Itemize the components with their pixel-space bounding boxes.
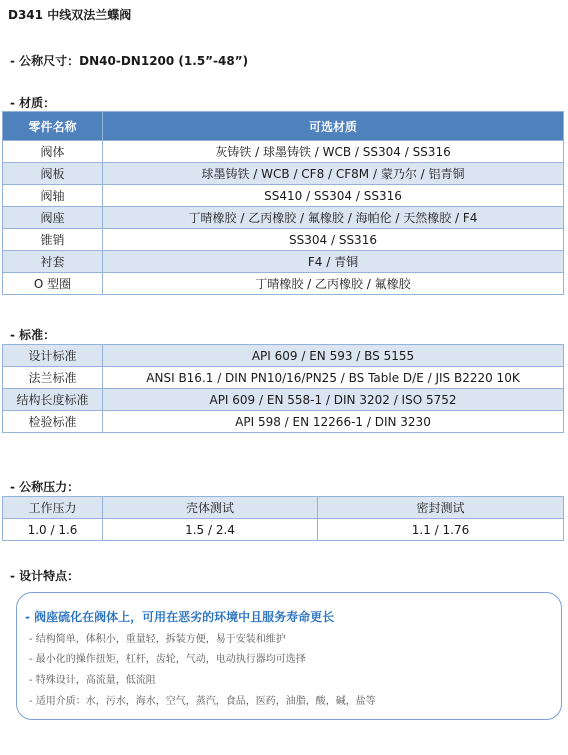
standard-value-cell: API 609 / EN 558-1 / DIN 3202 / ISO 5752 bbox=[103, 389, 564, 411]
standard-name-cell: 结构长度标准 bbox=[3, 389, 103, 411]
part-name-cell: O 型圈 bbox=[3, 273, 103, 295]
standards-heading: - 标准： bbox=[10, 328, 56, 342]
material-cell: 丁晴橡胶 / 乙丙橡胶 / 氟橡胶 / 海帕伦 / 天然橡胶 / F4 bbox=[103, 207, 564, 229]
standard-name-cell: 检验标准 bbox=[3, 411, 103, 433]
table-row bbox=[3, 207, 564, 229]
standards-table bbox=[2, 344, 564, 433]
part-name-cell: 阀体 bbox=[3, 141, 103, 163]
table-row bbox=[3, 389, 564, 411]
standard-value-cell: API 609 / EN 593 / BS 5155 bbox=[103, 345, 564, 367]
features-heading: - 设计特点： bbox=[10, 569, 80, 583]
standard-name-cell: 设计标准 bbox=[3, 345, 103, 367]
seal-test-value: 1.1 / 1.76 bbox=[318, 519, 564, 541]
features-headline: - 阀座硫化在阀体上，可用在恶劣的环境中且服务寿命更长 bbox=[25, 610, 335, 624]
material-heading: - 材质： bbox=[10, 96, 56, 110]
table-row bbox=[3, 141, 564, 163]
nominal-size-heading: - 公称尺寸：DN40-DN1200 (1.5”-48”) bbox=[10, 54, 249, 68]
feature-item: - 最小化的操作扭矩，杠杆，齿轮，气动，电动执行器均可选择 bbox=[29, 654, 306, 665]
part-name-cell: 衬套 bbox=[3, 251, 103, 273]
pressure-table-header bbox=[3, 497, 564, 519]
column-header-shell-test: 壳体测试 bbox=[103, 497, 318, 519]
standard-value-cell: ANSI B16.1 / DIN PN10/16/PN25 / BS Table D/E / JIS B2220 10K bbox=[103, 367, 564, 389]
table-row bbox=[3, 251, 564, 273]
feature-item: - 适用介质：水，污水，海水，空气，蒸汽，食品，医药，油脂，酸，碱，盐等 bbox=[29, 696, 376, 707]
material-cell: SS304 / SS316 bbox=[103, 229, 564, 251]
table-row bbox=[3, 519, 564, 541]
part-name-cell: 阀座 bbox=[3, 207, 103, 229]
standard-name-cell: 法兰标准 bbox=[3, 367, 103, 389]
material-cell: 灰铸铁 / 球墨铸铁 / WCB / SS304 / SS316 bbox=[103, 141, 564, 163]
material-cell: F4 / 青铜 bbox=[103, 251, 564, 273]
table-row bbox=[3, 273, 564, 295]
table-row bbox=[3, 229, 564, 251]
table-row bbox=[3, 345, 564, 367]
table-row bbox=[3, 163, 564, 185]
material-cell: SS410 / SS304 / SS316 bbox=[103, 185, 564, 207]
pressure-heading: - 公称压力： bbox=[10, 480, 80, 494]
part-name-cell: 锥销 bbox=[3, 229, 103, 251]
feature-item: - 特殊设计，高流量，低流阻 bbox=[29, 675, 156, 686]
shell-test-value: 1.5 / 2.4 bbox=[103, 519, 318, 541]
column-header-seal-test: 密封测试 bbox=[318, 497, 564, 519]
part-name-cell: 阀板 bbox=[3, 163, 103, 185]
table-row bbox=[3, 411, 564, 433]
design-features-box bbox=[16, 592, 562, 720]
column-header-material: 可选材质 bbox=[103, 112, 564, 141]
material-cell: 球墨铸铁 / WCB / CF8 / CF8M / 蒙乃尔 / 铝青铜 bbox=[103, 163, 564, 185]
table-row bbox=[3, 185, 564, 207]
pressure-table bbox=[2, 496, 564, 541]
material-table bbox=[2, 111, 564, 295]
working-pressure-value: 1.0 / 1.6 bbox=[3, 519, 103, 541]
feature-item: - 结构简单，体积小，重量轻，拆装方便，易于安装和维护 bbox=[29, 634, 286, 645]
material-cell: 丁晴橡胶 / 乙丙橡胶 / 氟橡胶 bbox=[103, 273, 564, 295]
column-header-working-pressure: 工作压力 bbox=[3, 497, 103, 519]
page-title: D341 中线双法兰蝶阀 bbox=[8, 8, 132, 22]
column-header-part: 零件名称 bbox=[3, 112, 103, 141]
material-table-header bbox=[3, 112, 564, 141]
part-name-cell: 阀轴 bbox=[3, 185, 103, 207]
standard-value-cell: API 598 / EN 12266-1 / DIN 3230 bbox=[103, 411, 564, 433]
table-row bbox=[3, 367, 564, 389]
